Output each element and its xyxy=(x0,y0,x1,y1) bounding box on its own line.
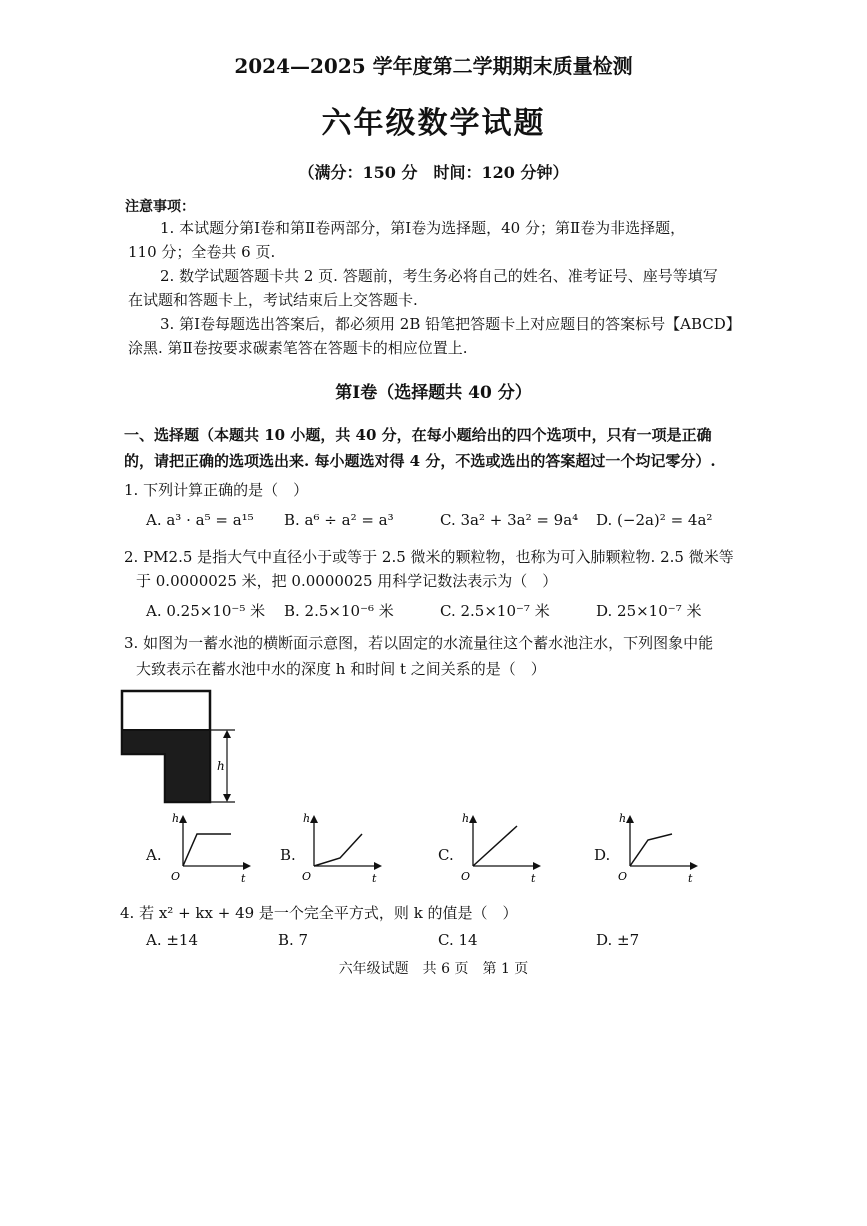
graph-b-curve xyxy=(314,834,362,866)
question-3-option-d-label: D. xyxy=(594,846,611,864)
y-axis-arrow xyxy=(310,815,318,823)
part-description-line-1: 一、选择题（本题共 10 小题，共 40 分，在每小题给出的四个选项中，只有一项是正确 xyxy=(124,426,712,444)
exam-title: 2024—2025 学年度第二学期期末质量检测 xyxy=(234,54,633,78)
y-axis-arrow xyxy=(626,815,634,823)
note-2-line-1: 2. 数学试题答题卡共 2 页. 答题前，考生务必将自己的姓名、准考证号、座号等填写 xyxy=(160,267,718,285)
x-axis-label: t xyxy=(241,872,246,885)
x-axis-label: t xyxy=(688,872,693,885)
reservoir-cross-section-diagram xyxy=(115,684,245,808)
page-footer: 六年级试题 共 6 页 第 1 页 xyxy=(338,961,529,977)
y-axis-arrow xyxy=(469,815,477,823)
question-2-option-a: A. 0.25×10⁻⁵ 米 xyxy=(146,602,266,620)
question-4-option-c: C. 14 xyxy=(438,931,478,949)
depth-arrow-down xyxy=(223,794,231,802)
note-3-line-2: 涂黑. 第Ⅱ卷按要求碳素笔答在答题卡的相应位置上. xyxy=(128,339,468,357)
y-axis-label: h xyxy=(619,812,627,825)
question-2-option-b: B. 2.5×10⁻⁶ 米 xyxy=(284,602,394,620)
question-2-stem-line-2: 于 0.0000025 米，把 0.0000025 用科学记数法表示为（ ） xyxy=(136,572,558,590)
question-1-stem: 1. 下列计算正确的是（ ） xyxy=(124,481,309,499)
note-2-line-2: 在试题和答题卡上，考试结束后上交答题卡. xyxy=(128,291,418,309)
question-3-stem-line-1: 3. 如图为一蓄水池的横断面示意图，若以固定的水流量往这个蓄水池注水，下列图象中能 xyxy=(124,634,714,652)
note-1-line-1: 1. 本试题分第Ⅰ卷和第Ⅱ卷两部分，第Ⅰ卷为选择题，40 分；第Ⅱ卷为非选择题， xyxy=(160,219,686,237)
question-3-graph-b xyxy=(296,810,386,885)
part-description-line-2: 的，请把正确的选项选出来. 每小题选对得 4 分，不选或选出的答案超过一个均记零分）. xyxy=(124,452,716,470)
y-axis-label: h xyxy=(303,812,311,825)
question-4-stem: 4. 若 x² + kx + 49 是一个完全平方式，则 k 的值是（ ） xyxy=(120,904,518,922)
graph-a-curve xyxy=(183,834,231,866)
graph-c-curve xyxy=(473,826,517,866)
reservoir-water xyxy=(122,730,210,802)
y-axis-arrow xyxy=(179,815,187,823)
x-axis-arrow xyxy=(243,862,251,870)
question-1-option-d: D. (−2a)² = 4a² xyxy=(596,511,713,529)
question-4-option-b: B. 7 xyxy=(278,931,309,949)
question-2-stem-line-1: 2. PM2.5 是指大气中直径小于或等于 2.5 微米的颗粒物，也称为可入肺颗粒物. 2.5 微米等 xyxy=(124,548,734,566)
note-3-line-1: 3. 第Ⅰ卷每题选出答案后，都必须用 2B 铅笔把答题卡上对应题目的答案标号【ABCD】 xyxy=(160,315,741,333)
x-axis-label: t xyxy=(531,872,536,885)
origin-label: O xyxy=(171,870,181,883)
x-axis-arrow xyxy=(533,862,541,870)
question-1-option-b: B. a⁶ ÷ a² = a³ xyxy=(284,511,394,529)
question-3-stem-line-2: 大致表示在蓄水池中水的深度 h 和时间 t 之间关系的是（ ） xyxy=(136,660,546,678)
question-2-option-d: D. 25×10⁻⁷ 米 xyxy=(596,602,702,620)
origin-label: O xyxy=(618,870,628,883)
question-1-option-c: C. 3a² + 3a² = 9a⁴ xyxy=(440,511,579,529)
note-1-line-2: 110 分；全卷共 6 页. xyxy=(128,243,276,261)
origin-label: O xyxy=(302,870,312,883)
question-3-option-a-label: A. xyxy=(146,846,162,864)
question-3-graph-c xyxy=(455,810,545,885)
x-axis-label: t xyxy=(372,872,377,885)
page-title: 六年级数学试题 xyxy=(321,106,546,141)
question-3-graph-d xyxy=(612,810,702,885)
question-3-option-c-label: C. xyxy=(438,846,454,864)
section-title: 第Ⅰ卷（选择题共 40 分） xyxy=(335,383,532,403)
question-2-option-c: C. 2.5×10⁻⁷ 米 xyxy=(440,602,550,620)
question-4-option-a: A. ±14 xyxy=(146,931,199,949)
x-axis-arrow xyxy=(374,862,382,870)
depth-label: h xyxy=(217,759,225,773)
question-4-option-d: D. ±7 xyxy=(596,931,640,949)
y-axis-label: h xyxy=(462,812,470,825)
notes-heading: 注意事项： xyxy=(125,199,195,215)
question-3-graph-a xyxy=(165,810,255,885)
x-axis-arrow xyxy=(690,862,698,870)
question-1-option-a: A. a³ · a⁵ = a¹⁵ xyxy=(146,511,254,529)
score-time-line: （满分：150 分 时间：120 分钟） xyxy=(298,163,569,182)
question-3-option-b-label: B. xyxy=(280,846,296,864)
origin-label: O xyxy=(461,870,471,883)
graph-d-curve xyxy=(630,834,672,866)
depth-arrow-up xyxy=(223,730,231,738)
y-axis-label: h xyxy=(172,812,180,825)
